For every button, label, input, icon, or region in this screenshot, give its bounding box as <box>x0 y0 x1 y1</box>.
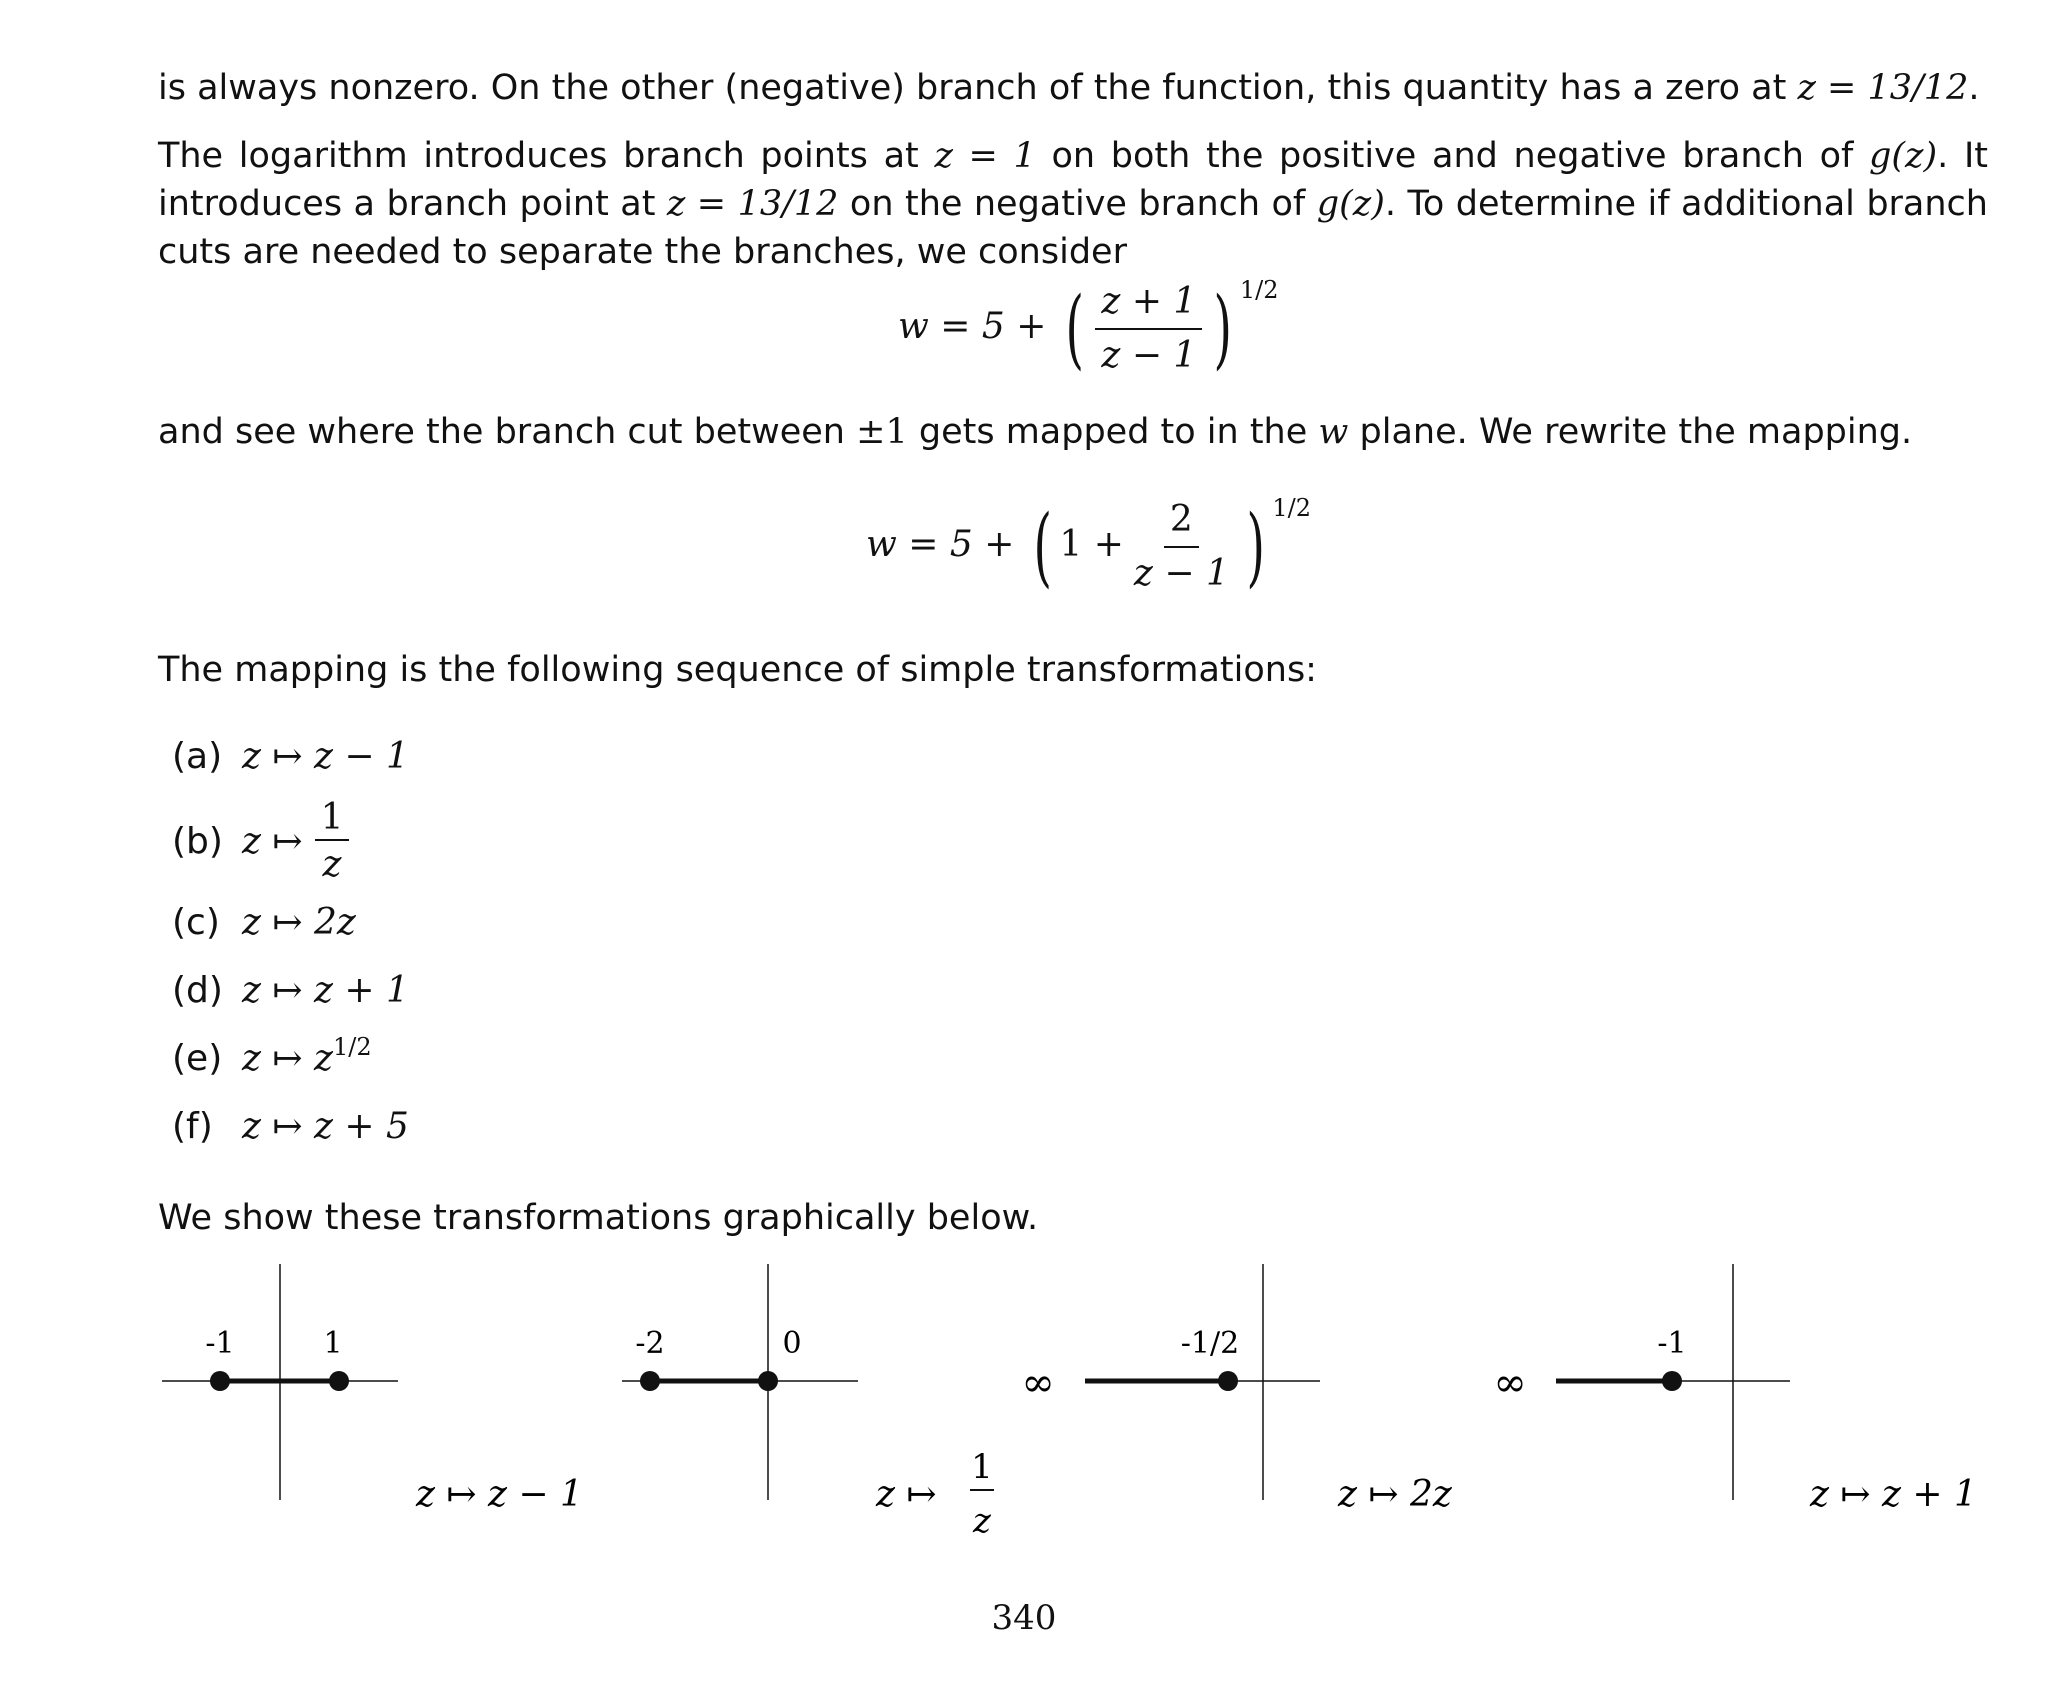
map-label: z ↦ 2z <box>1338 1474 1452 1515</box>
list-item: (e) z ↦ z 1/2 <box>172 1032 372 1079</box>
paragraph-1: is always nonzero. On the other (negative) branch of the function, this quantity has a zero at z = 13/12. <box>158 68 1980 108</box>
list-item: (b) z ↦ $\frac{1}{z}$ <box>172 800 353 883</box>
list-item: (f) z ↦ z + 5 <box>172 1106 409 1147</box>
branch-point <box>210 1371 230 1391</box>
map-label: z ↦ z − 1 <box>416 1474 583 1515</box>
plane-panel-3 <box>1021 1264 1320 1500</box>
paragraph-5: We show these transformations graphically below. <box>158 1198 1039 1238</box>
point-label: -2 <box>635 1326 665 1361</box>
plane-panel-2 <box>622 1264 858 1500</box>
branch-point <box>1218 1371 1238 1391</box>
infinity-label: ∞ <box>1493 1360 1527 1406</box>
paragraph-2: The logarithm introduces branch points at z = 1 on both the positive and negative branch of g(z). It introduces a branch point at z = 13/12 on the negative branch of g(z). To determine if additional branch cuts are needed to separate the branches, we consider <box>158 136 1988 272</box>
map-label: z ↦ <box>876 1474 937 1515</box>
equation-1: w = 5 + ( $\frac{z + 1}{z - 1}$ ) $^{1/2}$ <box>898 276 1279 379</box>
page-number: 340 <box>991 1598 1057 1638</box>
point-label: 0 <box>782 1326 802 1361</box>
branch-point <box>1662 1371 1682 1391</box>
branch-point <box>758 1371 778 1391</box>
fraction: $\frac{2}{z - 1}$ <box>1133 499 1229 594</box>
point-label: -1/2 <box>1180 1326 1240 1361</box>
equation-2: w = 5 + ( 1 + $\frac{2}{z - 1}$ ) $^{1/2}$ <box>866 494 1312 597</box>
plane-panel-1 <box>162 1264 398 1500</box>
math-inline: w <box>1318 412 1349 452</box>
map-label: z <box>973 1501 991 1541</box>
map-label: z ↦ z + 1 <box>1810 1474 1977 1515</box>
math-inline: g(z) <box>1316 184 1385 224</box>
paragraph-3: and see where the branch cut between ±1 gets mapped to in the w plane. We rewrite the mapping. <box>158 412 1913 452</box>
point-label: -1 <box>1657 1326 1687 1361</box>
paragraph-4: The mapping is the following sequence of simple transformations: <box>158 650 1317 690</box>
list-item: (d) z ↦ z + 1 <box>172 970 409 1011</box>
math-inline: g(z) <box>1869 136 1938 176</box>
fraction: $\frac{1}{z}$ <box>315 800 350 883</box>
point-label: -1 <box>205 1326 235 1361</box>
math-inline: ±1 <box>856 412 908 452</box>
list-item: (c) z ↦ 2z <box>172 902 356 943</box>
plane-panel-4 <box>1493 1264 1790 1500</box>
point-label: 1 <box>323 1326 343 1361</box>
branch-point <box>329 1371 349 1391</box>
fraction: $\frac{z + 1}{z - 1}$ <box>1095 282 1202 376</box>
branch-point <box>640 1371 660 1391</box>
math-inline: z = 13/12 <box>666 184 839 224</box>
map-label: 1 <box>971 1447 993 1487</box>
list-item: (a) z ↦ z − 1 <box>172 736 409 777</box>
math-inline: z = 1 <box>934 136 1036 176</box>
math-inline: z = 13/12 <box>1797 68 1969 108</box>
transformation-figure <box>0 1250 2048 1590</box>
infinity-label: ∞ <box>1021 1360 1055 1406</box>
